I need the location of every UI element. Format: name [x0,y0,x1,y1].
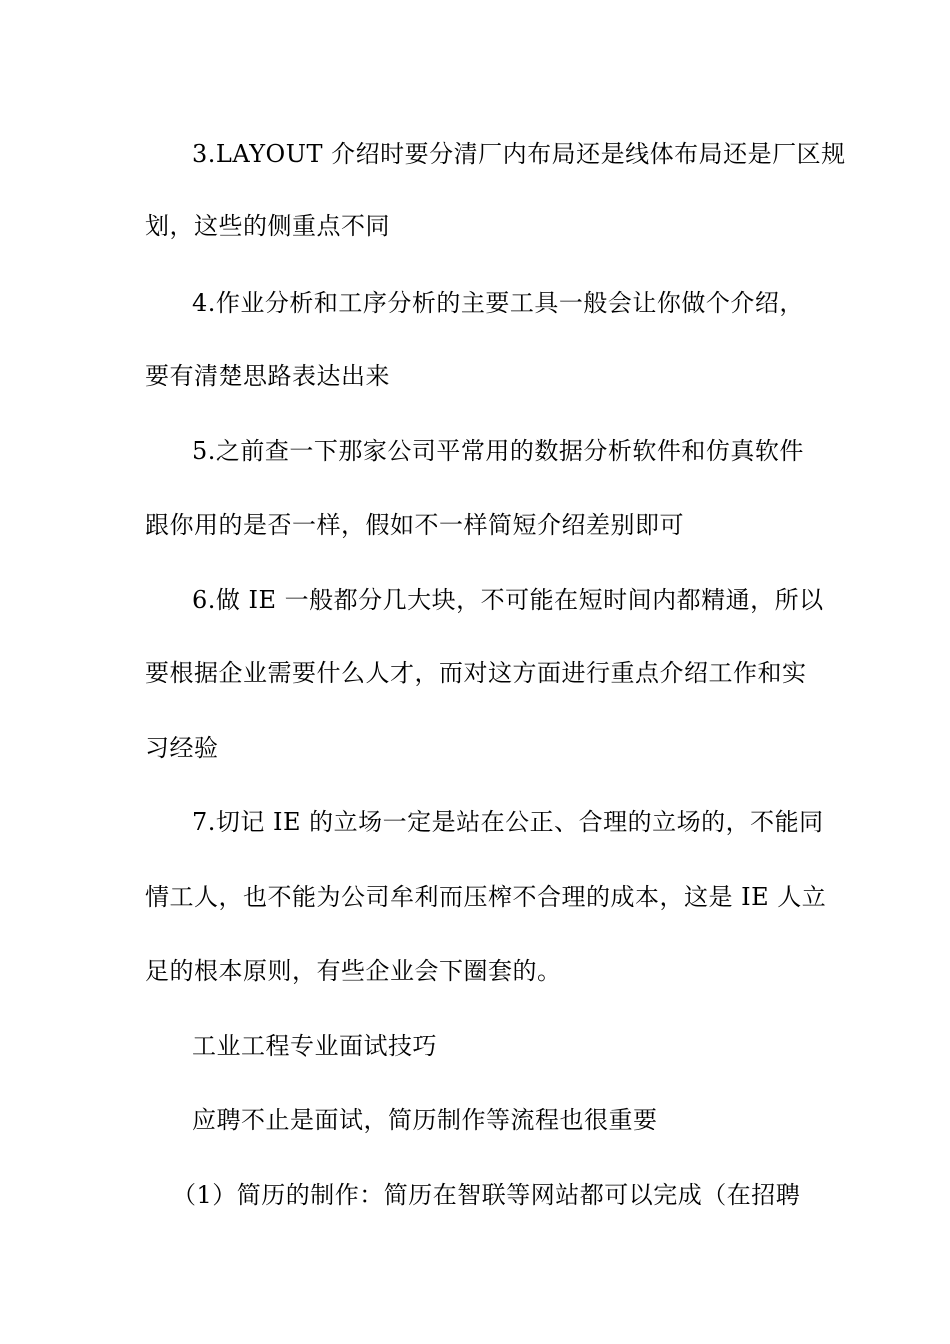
section-heading: 工业工程专业面试技巧 [192,1032,437,1060]
paragraph-4-line-2: 要有清楚思路表达出来 [145,362,390,390]
paragraph-7-line-2: 情工人，也不能为公司牟利而压榨不合理的成本，这是 IE 人立 [145,883,827,911]
paragraph-7-line-3: 足的根本原则，有些企业会下圈套的。 [145,957,562,985]
paragraph-4-line-1: 4.作业分析和工序分析的主要工具一般会让你做个介绍， [192,289,804,317]
paragraph-6-line-3: 习经验 [145,734,219,762]
paragraph-5-line-2: 跟你用的是否一样，假如不一样简短介绍差别即可 [145,511,684,539]
paragraph-resume-line-1: （1）简历的制作：简历在智联等网站都可以完成（在招聘 [172,1181,801,1209]
paragraph-6-line-2: 要根据企业需要什么人才，而对这方面进行重点介绍工作和实 [145,659,807,687]
paragraph-5-line-1: 5.之前查一下那家公司平常用的数据分析软件和仿真软件 [192,437,804,465]
paragraph-7-line-1: 7.切记 IE 的立场一定是站在公正、合理的立场的，不能同 [192,808,824,836]
paragraph-intro: 应聘不止是面试，简历制作等流程也很重要 [192,1106,658,1134]
paragraph-3-line-2: 划，这些的侧重点不同 [145,212,390,240]
paragraph-3-line-1: 3.LAYOUT 介绍时要分清厂内布局还是线体布局还是厂区规 [192,140,846,168]
paragraph-6-line-1: 6.做 IE 一般都分几大块，不可能在短时间内都精通，所以 [192,586,824,614]
